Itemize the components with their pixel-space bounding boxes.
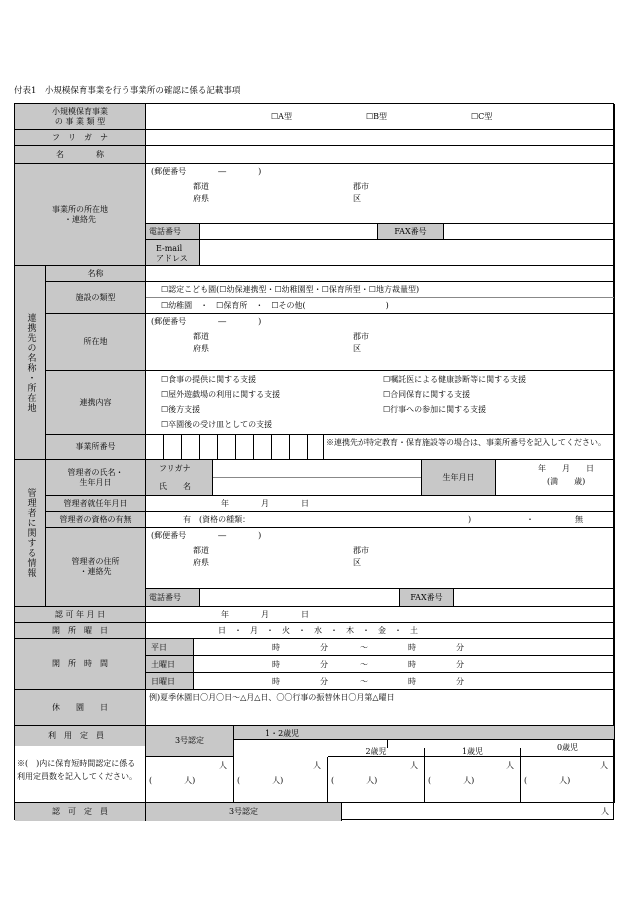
- manager-tel-label: 電話番号: [146, 589, 200, 607]
- partner-name-field[interactable]: [146, 266, 615, 282]
- cooperation-label: 連携内容: [46, 371, 146, 435]
- open-days-label: 開 所 曜 日: [15, 623, 146, 639]
- partner-name-label: 名称: [46, 266, 146, 282]
- cap-0-header: 0歳児: [521, 740, 615, 757]
- form-title: 付表1 小規模保育事業を行う事業所の確認に係る記載事項: [14, 86, 241, 96]
- partner-address-label: 所在地: [46, 314, 146, 371]
- manager-start-label: 管理者就任年月日: [46, 496, 146, 512]
- office-address-label: 事業所の所在地 ・連絡先: [15, 164, 146, 266]
- approval-date-label: 認 可 年 月 日: [15, 607, 146, 623]
- hours-weekday-field[interactable]: 時 分 〜 時 分: [194, 639, 615, 656]
- manager-side-label: 管理者に関する情報: [15, 460, 46, 607]
- cap-3go-header: 3号認定: [146, 726, 234, 757]
- type-c-checkbox[interactable]: ☐C型: [471, 112, 493, 121]
- office-email-field[interactable]: [200, 240, 615, 266]
- furigana-field[interactable]: [146, 130, 615, 146]
- partner-side-label: 連携先の名称・所在地: [15, 266, 46, 460]
- name-field[interactable]: [146, 146, 615, 164]
- cap-12-label: 1・2歳児: [265, 729, 300, 738]
- open-hours-label: 開 所 時 間: [15, 639, 146, 690]
- coop-backup-checkbox[interactable]: ☐後方支援: [161, 405, 201, 414]
- type-a-checkbox[interactable]: ☐A型: [271, 112, 292, 121]
- cap-2-header: 2歳児: [328, 748, 425, 757]
- manager-address-label: 管理者の住所 ・連絡先: [46, 528, 146, 607]
- hours-saturday-field[interactable]: 時 分 〜 時 分: [194, 656, 615, 673]
- cap-1-value[interactable]: 人 ( 人): [425, 757, 521, 803]
- hours-saturday-label: 土曜日: [146, 656, 194, 673]
- office-number-boxes[interactable]: [146, 435, 324, 460]
- cap-12-value[interactable]: 人 ( 人): [234, 757, 328, 803]
- coop-meal-checkbox[interactable]: ☐食事の提供に関する支援: [161, 375, 257, 384]
- holidays-label: 休 園 日: [15, 690, 146, 726]
- coop-joint-checkbox[interactable]: ☐合同保育に関する支援: [383, 390, 471, 399]
- office-address-field[interactable]: [146, 164, 615, 224]
- holidays-field[interactable]: 例)夏季休園日〇月〇日〜△月△日、〇〇行事の振替休日〇月第△曜日: [146, 690, 615, 726]
- manager-address-field[interactable]: (郵便番号 ― ) 都道 府県 郡市 区: [146, 528, 615, 589]
- cap-1-header: 1歳児: [425, 748, 521, 757]
- birthdate-field[interactable]: 年 月 日 (満 歳): [496, 460, 615, 496]
- furigana-label: フ リ ガ ナ: [15, 130, 146, 146]
- manager-name-field[interactable]: [213, 460, 422, 496]
- approval-date-field[interactable]: 年 月 日: [146, 607, 615, 623]
- open-days-field[interactable]: 日 ・ 月 ・ 火 ・ 水 ・ 木 ・ 金 ・ 土: [146, 623, 615, 639]
- birthdate-label: 生年月日: [422, 460, 496, 496]
- form-table: [14, 103, 614, 820]
- partner-city: 郡市 区: [353, 332, 369, 353]
- manager-name-label: 管理者の氏名・ 生年月日: [46, 460, 146, 496]
- capacity-label: 利 用 定 員: [48, 731, 104, 740]
- office-tel-field[interactable]: [200, 224, 378, 240]
- coop-outdoor-checkbox[interactable]: ☐屋外遊戯場の利用に関する支援: [161, 390, 281, 399]
- partner-postal: (郵便番号 ― ): [151, 317, 262, 326]
- office-pref: 都道 府県: [193, 182, 209, 203]
- business-type-label: 小規模保育事業 の 事 業 類 型: [15, 104, 146, 130]
- office-postal: (郵便番号 ― ): [151, 167, 262, 176]
- business-type-options: [146, 104, 615, 130]
- office-number-label: 事業所番号: [46, 435, 146, 460]
- facility-type-line2[interactable]: ☐幼稚園 ・ ☐保育所 ・ ☐その他( ): [161, 301, 389, 310]
- approved-capacity-label: 認 可 定 員: [15, 803, 146, 821]
- facility-type-label: 施設の類型: [46, 282, 146, 314]
- partner-address-field[interactable]: [146, 314, 615, 371]
- cap-3go-value[interactable]: 人 ( 人): [146, 757, 234, 803]
- capacity-label-cell: [15, 726, 146, 803]
- coop-graduate-checkbox[interactable]: ☐卒園後の受け皿としての支援: [161, 420, 273, 429]
- office-tel-label: 電話番号: [146, 224, 200, 240]
- hours-sunday-field[interactable]: 時 分 〜 時 分: [194, 673, 615, 690]
- facility-type-line1[interactable]: ☐認定こども園(☐幼保連携型・☐幼稚園型・☐保育所型・☐地方裁量型): [161, 285, 420, 294]
- office-city: 郡市 区: [353, 182, 369, 203]
- partner-pref: 都道 府県: [193, 332, 209, 353]
- approved-3go-label: 3号認定: [146, 803, 342, 821]
- office-fax-label: FAX番号: [378, 224, 444, 240]
- qualification-field[interactable]: 有 (資格の種類： ) ・ 無: [146, 512, 615, 528]
- manager-furigana-label: フリガナ 氏 名: [146, 460, 213, 496]
- type-b-checkbox[interactable]: ☐B型: [366, 112, 388, 121]
- manager-tel-field[interactable]: [200, 589, 400, 607]
- manager-fax-field[interactable]: [454, 589, 615, 607]
- hours-sunday-label: 日曜日: [146, 673, 194, 690]
- coop-doctor-checkbox[interactable]: ☐嘱託医による健康診断等に関する支援: [383, 375, 527, 384]
- name-label: 名 称: [15, 146, 146, 164]
- cooperation-options: [146, 371, 615, 435]
- qualification-label: 管理者の資格の有無: [46, 512, 146, 528]
- coop-event-checkbox[interactable]: ☐行事への参加に関する支援: [383, 405, 487, 414]
- hours-weekday-label: 平日: [146, 639, 194, 656]
- office-number-note: ※連携先が特定教育・保育施設等の場合は、事業所番号を記入してください。: [324, 435, 615, 460]
- cap-2-value[interactable]: 人 ( 人): [328, 757, 425, 803]
- office-email-label: E-mail アドレス: [146, 240, 200, 266]
- facility-type-options: [146, 282, 615, 314]
- capacity-note: ※( )内に保育短時間認定に係る利用定員数を記入してください。: [17, 759, 137, 781]
- approved-capacity-field[interactable]: 人: [601, 807, 609, 816]
- manager-fax-label: FAX番号: [400, 589, 454, 607]
- manager-start-field[interactable]: 年 月 日: [146, 496, 615, 512]
- cap-0-value[interactable]: 人 ( 人): [521, 757, 615, 803]
- office-fax-field[interactable]: [444, 224, 615, 240]
